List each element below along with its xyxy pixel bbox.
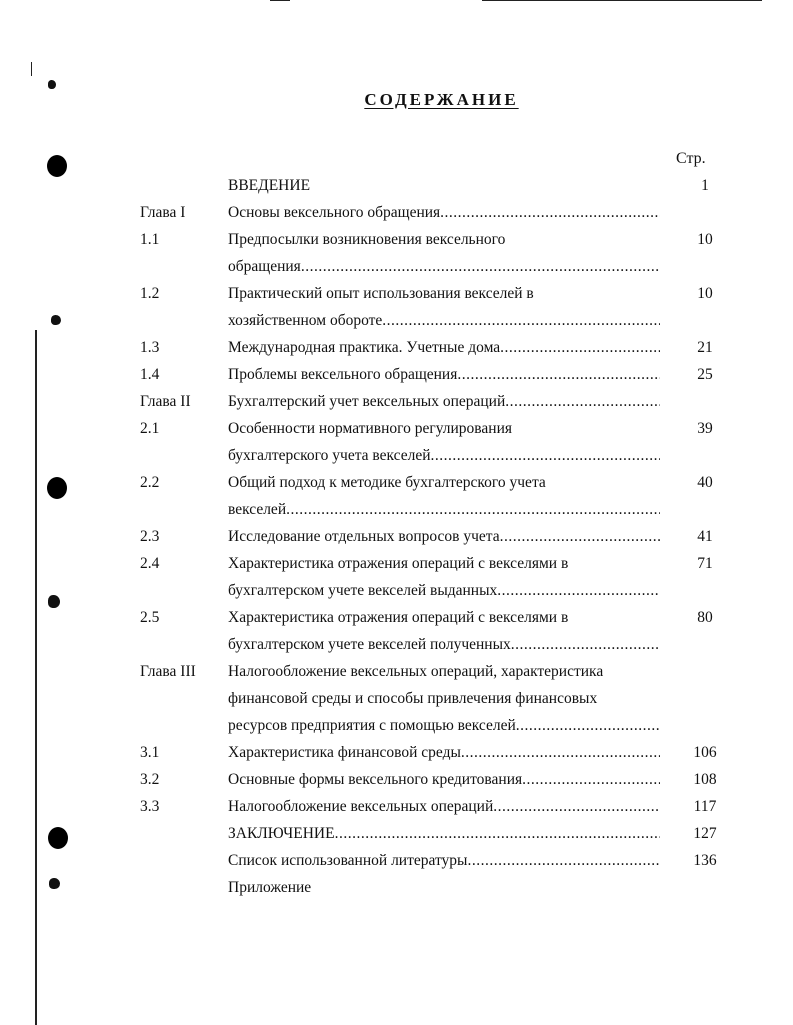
toc-entry-title <box>228 469 660 523</box>
toc-entry-title-line: Бухгалтерский учет вексельных операций <box>228 393 506 410</box>
dot-leader <box>516 712 660 739</box>
dot-leader <box>467 847 660 874</box>
dot-leader <box>511 631 660 658</box>
toc-entry-page: 106 <box>693 744 717 761</box>
toc-entry-number: 1.2 <box>140 285 160 302</box>
toc-entry-page: 71 <box>697 555 713 572</box>
toc-entry-title <box>228 820 660 847</box>
toc-entry-title <box>228 766 660 793</box>
toc-entry-number: 2.2 <box>140 474 160 491</box>
toc-entry-title-line: Основные формы вексельного кредитования <box>228 771 523 788</box>
toc-entry-title <box>228 550 660 604</box>
dot-leader <box>457 361 660 388</box>
toc-entry-title <box>228 793 660 820</box>
toc-entry-title-line: бухгалтерском учете векселей выданных <box>228 582 498 599</box>
dot-leader <box>500 523 660 550</box>
dot-leader <box>500 334 660 361</box>
toc-entry-page: 25 <box>697 366 713 383</box>
toc-entry-number: 2.1 <box>140 420 160 437</box>
toc-entry-title-line: ВВЕДЕНИЕ <box>228 177 311 194</box>
toc-entry-title-line: Проблемы вексельного обращения <box>228 366 458 383</box>
toc-entry-title <box>228 172 660 199</box>
toc-entry-title-line: бухгалтерского учета векселей <box>228 447 431 464</box>
toc-entry-title <box>228 523 660 550</box>
toc-entry-page: 117 <box>693 798 717 815</box>
toc-entry-number: 2.4 <box>140 555 160 572</box>
toc-entry-title-line: Характеристика финансовой среды <box>228 744 461 761</box>
toc-entry-page: 21 <box>697 339 713 356</box>
toc-entry-page: 10 <box>697 285 713 302</box>
page-title: СОДЕРЖАНИЕ <box>364 90 519 109</box>
ink-blot <box>48 80 56 89</box>
toc-entry-title <box>228 415 660 469</box>
dot-leader <box>382 307 660 334</box>
scan-left-edge <box>31 62 32 76</box>
toc-entry-title-line: Список использованной литературы <box>228 852 468 869</box>
toc-entry-title-line: финансовой среды и способы привлечения финансовых <box>228 690 598 707</box>
ink-blot <box>49 878 60 889</box>
dot-leader <box>431 442 660 469</box>
scan-left-edge <box>35 330 37 1025</box>
toc-entry-title-line: хозяйственном обороте <box>228 312 383 329</box>
dot-leader <box>493 793 660 820</box>
page-column-label: Стр. <box>676 150 706 167</box>
toc-entry-title-line: Налогообложение вексельных операций, характеристика <box>228 663 604 680</box>
toc-entry-number: 2.5 <box>140 609 160 626</box>
punch-hole <box>47 155 67 177</box>
dot-leader <box>497 577 660 604</box>
dot-leader <box>335 820 660 847</box>
dot-leader <box>505 388 660 415</box>
toc-entry-title <box>228 658 660 739</box>
toc-entry-title-line: векселей <box>228 501 287 518</box>
toc-entry-number: 1.3 <box>140 339 160 356</box>
scan-top-line <box>270 0 290 1</box>
toc-entry-title <box>228 226 660 280</box>
toc-entry-title <box>228 361 660 388</box>
toc-entry-title <box>228 280 660 334</box>
toc-entry-title <box>228 388 660 415</box>
dot-leader <box>461 739 660 766</box>
toc-entry-title-line: Особенности нормативного регулирования <box>228 420 513 437</box>
toc-entry-title <box>228 334 660 361</box>
toc-entry-title-line: Характеристика отражения операций с векселями в <box>228 609 569 626</box>
dot-leader <box>522 766 660 793</box>
toc-entry-title <box>228 199 660 226</box>
punch-hole <box>48 827 68 849</box>
toc-entry-page: 136 <box>693 852 717 869</box>
toc-entry-title-line: Общий подход к методике бухгалтерского учета <box>228 474 546 491</box>
toc-entry-number: Глава I <box>140 204 186 221</box>
toc-entry-number: 1.1 <box>140 231 160 248</box>
dot-leader <box>301 253 660 280</box>
toc-entry-title-line: Налогообложение вексельных операций <box>228 798 494 815</box>
toc-entry-page: 41 <box>697 528 713 545</box>
toc-entry-number: Глава II <box>140 393 191 410</box>
toc-entry-title-line: ЗАКЛЮЧЕНИЕ <box>228 825 335 842</box>
toc-entry-number: 3.2 <box>140 771 160 788</box>
toc-entry-title-line: Приложение <box>228 879 312 896</box>
toc-entry-title-line: бухгалтерском учете векселей полученных <box>228 636 511 653</box>
toc-entry-title <box>228 739 660 766</box>
scan-top-line <box>482 0 762 1</box>
dot-leader <box>440 199 660 226</box>
toc-entry-title <box>228 874 660 901</box>
toc-entry-title-line: Основы вексельного обращения <box>228 204 441 221</box>
toc-entry-page: 127 <box>693 825 717 842</box>
toc-entry-title <box>228 847 660 874</box>
toc-entry-number: 3.3 <box>140 798 160 815</box>
toc-entry-page: 1 <box>701 177 709 194</box>
toc-entry-title <box>228 604 660 658</box>
toc-entry-title-line: Предпосылки возникновения вексельного <box>228 231 506 248</box>
toc-entry-page: 108 <box>693 771 717 788</box>
toc-entry-page: 39 <box>697 420 713 437</box>
toc-entry-page: 80 <box>697 609 713 626</box>
punch-hole <box>47 477 67 499</box>
toc-entry-title-line: Международная практика. Учетные дома <box>228 339 501 356</box>
toc-entry-page: 40 <box>697 474 713 491</box>
toc-entry-page: 10 <box>697 231 713 248</box>
toc-entry-number: Глава III <box>140 663 196 680</box>
toc-entry-number: 2.3 <box>140 528 160 545</box>
toc-entry-title-line: обращения <box>228 258 301 275</box>
toc-entry-title-line: Характеристика отражения операций с векселями в <box>228 555 569 572</box>
toc-entry-title-line: ресурсов предприятия с помощью векселей <box>228 717 516 734</box>
toc-entry-number: 3.1 <box>140 744 160 761</box>
ink-blot <box>51 315 61 325</box>
toc-entry-title-line: Исследование отдельных вопросов учета <box>228 528 500 545</box>
dot-leader <box>286 496 660 523</box>
toc-entry-title-line: Практический опыт использования векселей в <box>228 285 534 302</box>
toc-entry-number: 1.4 <box>140 366 160 383</box>
ink-blot <box>48 595 60 608</box>
